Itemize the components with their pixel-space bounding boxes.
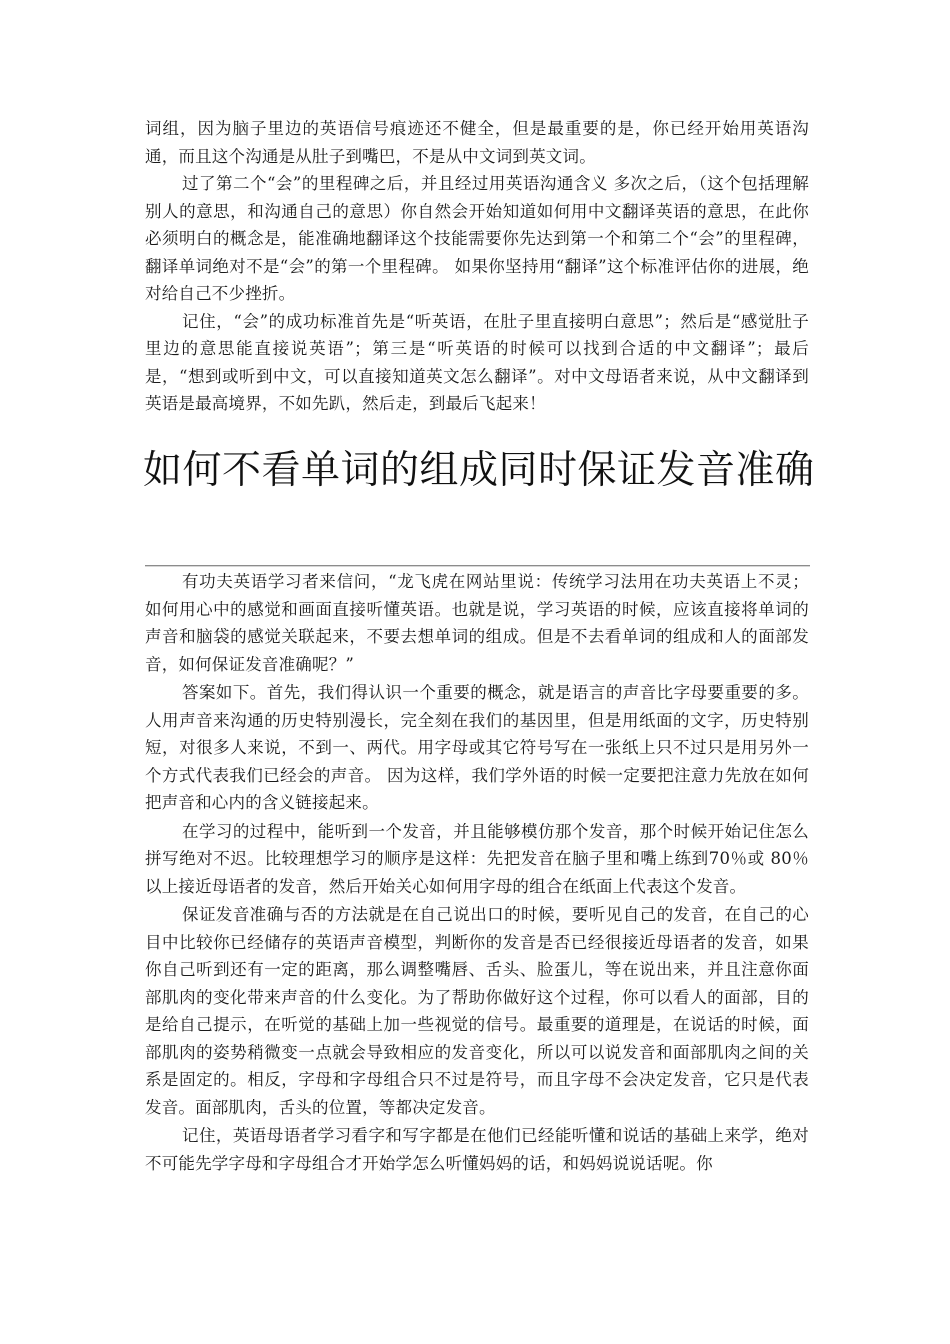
paragraph: 过了第二个“会”的里程碑之后，并且经过用英语沟通含义 多次之后，（这个包括理解别人的意思，和沟通自己的意思）你自然会开始知道如何用中文翻译英语的意思，在此你必须明白的概念是，能准确地翻译这个技能需要你先达到第一个和第二个“会”的里程碑，翻译单词绝对不是“会”的第一个里程碑。 如果你坚持用“翻译”这个标准评估你的进展，绝对给自己不少挫折。: [145, 174, 809, 303]
paragraph: 记住，“会”的成功标准首先是“听英语，在肚子里直接明白意思”；然后是“感觉肚子里边的意思能直接说英语”；第三是“听英语的时候可以找到合适的中文翻译”；最后是，“想到或听到中文，可以直接知道英文怎么翻译”。对中文母语者来说，从中文翻译到英语是最高境界，不如先趴，然后走，到最后飞起来！: [145, 311, 809, 413]
paragraph: 保证发音准确与否的方法就是在自己说出口的时候，要听见自己的发音，在自己的心目中比较你已经储存的英语声音模型，判断你的发音是否已经很接近母语者的发音，如果你自己听到还有一定的距离，那么调整嘴唇、舌头、脸蛋儿，等在说出来，并且注意你面部肌肉的变化带来声音的什么变化。为了帮助你做好这个过程，你可以看人的面部，目的是给自己提示，在听觉的基础上加一些视觉的信号。最重要的道理是，在说话的时候，面部肌肉的姿势稍微变一点就会导致相应的发音变化，所以可以说发音和面部肌肉之间的关系是固定的。相反，字母和字母组合只不过是符号，而且字母不会决定发音，它只是代表发音。面部肌肉，舌头的位置，等都决定发音。: [145, 905, 809, 1117]
section-2-body: [145, 568, 809, 1178]
section-1-body: [145, 115, 809, 418]
paragraph: 在学习的过程中，能听到一个发音，并且能够模仿那个发音，那个时候开始记住怎么拼写绝对不迟。比较理想学习的顺序是这样：先把发音在脑子里和嘴上练到70％或 80％以上接近母语者的发音，然后开始关心如何用字母的组合在纸面上代表这个发音。: [145, 821, 809, 896]
section-heading: 如何不看单词的组成同时保证发音准确: [143, 448, 815, 493]
paragraph: 记住，英语母语者学习看字和写字都是在他们已经能听懂和说话的基础上来学，绝对不可能先学字母和字母组合才开始学怎么听懂妈妈的话，和妈妈说说话呢。你: [145, 1126, 809, 1173]
heading-divider: [145, 565, 810, 567]
paragraph: 有功夫英语学习者来信问，“龙飞虎在网站里说：传统学习法用在功夫英语上不灵； 如何用心中的感觉和画面直接听懂英语。也就是说，学习英语的时候，应该直接将单词的声音和脑袋的感觉关联起来，不要去想单词的组成。但是不去看单词的组成和人的面部发音，如何保证发音准确呢？”: [145, 572, 809, 674]
paragraph: 答案如下。首先，我们得认识一个重要的概念，就是语言的声音比字母要重要的多。人用声音来沟通的历史特别漫长，完全刻在我们的基因里，但是用纸面的文字，历史特别短，对很多人来说，不到一、两代。用字母或其它符号写在一张纸上只不过只是用另外一个方式代表我们已经会的声音。 因为这样，我们学外语的时候一定要把注意力先放在如何把声音和心内的含义链接起来。: [145, 683, 809, 812]
paragraph: 词组，因为脑子里边的英语信号痕迹还不健全，但是最重要的是，你已经开始用英语沟通，而且这个沟通是从肚子到嘴巴，不是从中文词到英文词。: [145, 119, 809, 166]
